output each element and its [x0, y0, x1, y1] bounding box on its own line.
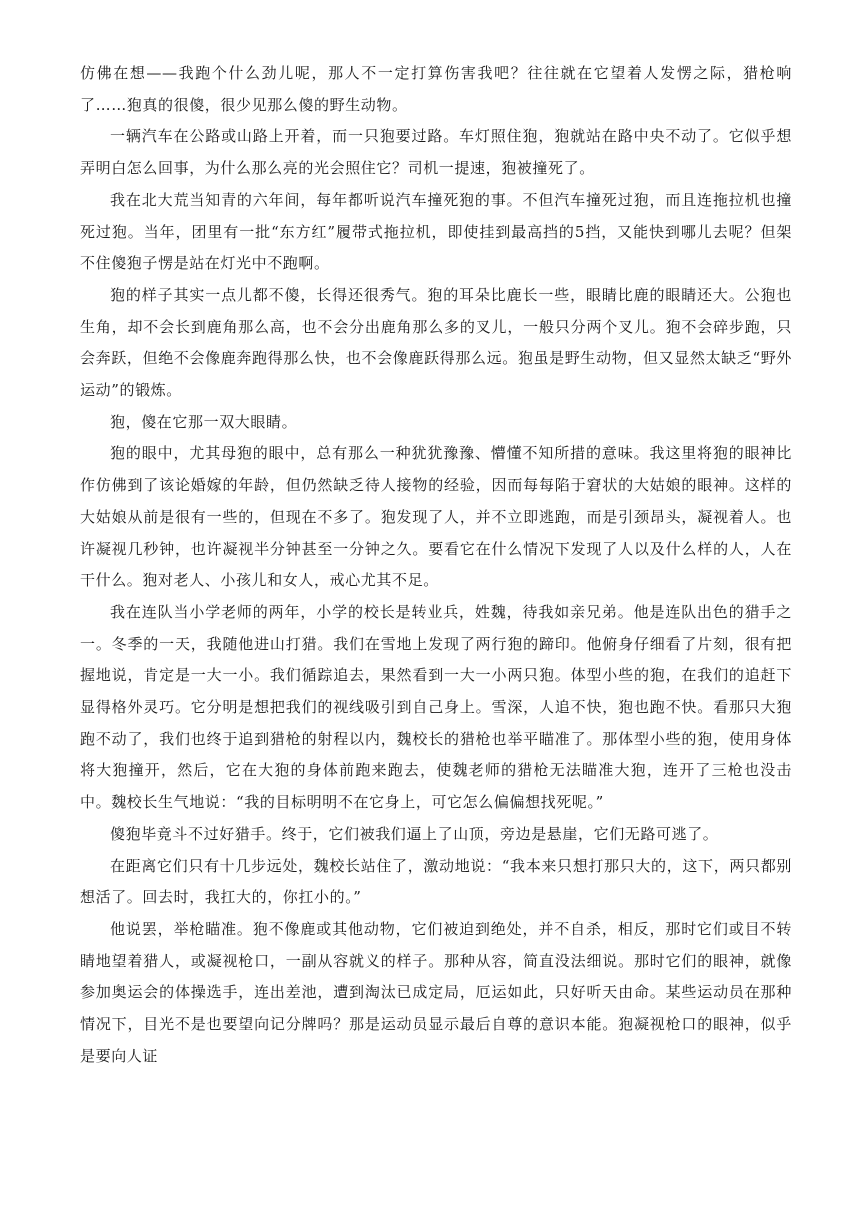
paragraph-5: 狍，傻在它那一双大眼睛。 [110, 412, 298, 431]
paragraph-2: 一辆汽车在公路或山路上开着，而一只狍要过路。车灯照住狍，狍就站在路中央不动了。它似乎想弄明白怎么回事，为什么那么亮的光会照住它？司机一提速，狍被撞死了。 [80, 127, 792, 178]
paragraph-4: 狍的样子其实一点儿都不傻，长得还很秀气。狍的耳朵比鹿长一些，眼睛比鹿的眼睛还大。公狍也生角，却不会长到鹿角那么高，也不会分出鹿角那么多的叉儿，一般只分两个叉儿。狍不会碎步跑，只会奔跃，但绝不会像鹿奔跑得那么快，也不会像鹿跃得那么远。狍虽是野生动物，但又显然太缺乏“野外运动”的锻炼。 [80, 285, 792, 400]
paragraph-6: 狍的眼中，尤其母狍的眼中，总有那么一种犹犹豫豫、懵懂不知所措的意味。我这里将狍的眼神比作仿佛到了该论婚嫁的年龄，但仍然缺乏待人接物的经验，因而每每陷于窘状的大姑娘的眼神。这样的大姑娘从前是很有一些的，但现在不多了。狍发现了人，并不立即逃跑，而是引颈昂头，凝视着人。也许凝视几秒钟，也许凝视半分钟甚至一分钟之久。要看它在什么情况下发现了人以及什么样的人，人在干什么。狍对老人、小孩儿和女人，戒心尤其不足。 [80, 444, 792, 590]
paragraph-3: 我在北大荒当知青的六年间，每年都听说汽车撞死狍的事。不但汽车撞死过狍，而且连拖拉机也撞死过狍。当年，团里有一批“东方红”履带式拖拉机，即使挂到最高挡的5挡，又能快到哪儿去呢？但架不住傻狍子愣是站在灯光中不跑啊。 [80, 190, 792, 273]
paragraph-1: 仿佛在想——我跑个什么劲儿呢，那人不一定打算伤害我吧？往往就在它望着人发愣之际，猎枪响了……狍真的很傻，很少见那么傻的野生动物。 [80, 64, 792, 114]
paragraph-9: 在距离它们只有十几步远处，魏校长站住了，激动地说：“我本来只想打那只大的，这下，两只都别想活了。回去时，我扛大的，你扛小的。” [80, 856, 792, 907]
paragraph-10: 他说罢，举枪瞄准。狍不像鹿或其他动物，它们被迫到绝处，并不自杀，相反，那时它们或目不转睛地望着猎人，或凝视枪口，一副从容就义的样子。那种从容，简直没法细说。那时它们的眼神，就像参加奥运会的体操选手，连出差池，遭到淘汰已成定局，厄运如此，只好听天由命。某些运动员在那种情况下，目光不是也要望向记分牌吗？那是运动员显示最后自尊的意识本能。狍凝视枪口的眼神，似乎是要向人证 [80, 919, 792, 1065]
paragraph-7: 我在连队当小学老师的两年，小学的校长是转业兵，姓魏，待我如亲兄弟。他是连队出色的猎手之一。冬季的一天，我随他进山打猎。我们在雪地上发现了两行狍的蹄印。他俯身仔细看了片刻，很有把握地说，肯定是一大一小。我们循踪追去，果然看到一大一小两只狍。体型小些的狍，在我们的追赶下显得格外灵巧。它分明是想把我们的视线吸引到自己身上。雪深，人追不快，狍也跑不快。看那只大狍跑不动了，我们也终于追到猎枪的射程以内，魏校长的猎枪也举平瞄准了。那体型小些的狍，使用身体将大狍撞开，然后，它在大狍的身体前跑来跑去，使魏老师的猎枪无法瞄准大狍，连开了三枪也没击中。魏校长生气地说：“我的目标明明不在它身上，可它怎么偏偏想找死呢。” [80, 602, 792, 812]
paragraph-8: 傻狍毕竟斗不过好猎手。终于，它们被我们逼上了山顶，旁边是悬崖，它们无路可逃了。 [110, 824, 719, 843]
document-page [80, 58, 792, 1073]
